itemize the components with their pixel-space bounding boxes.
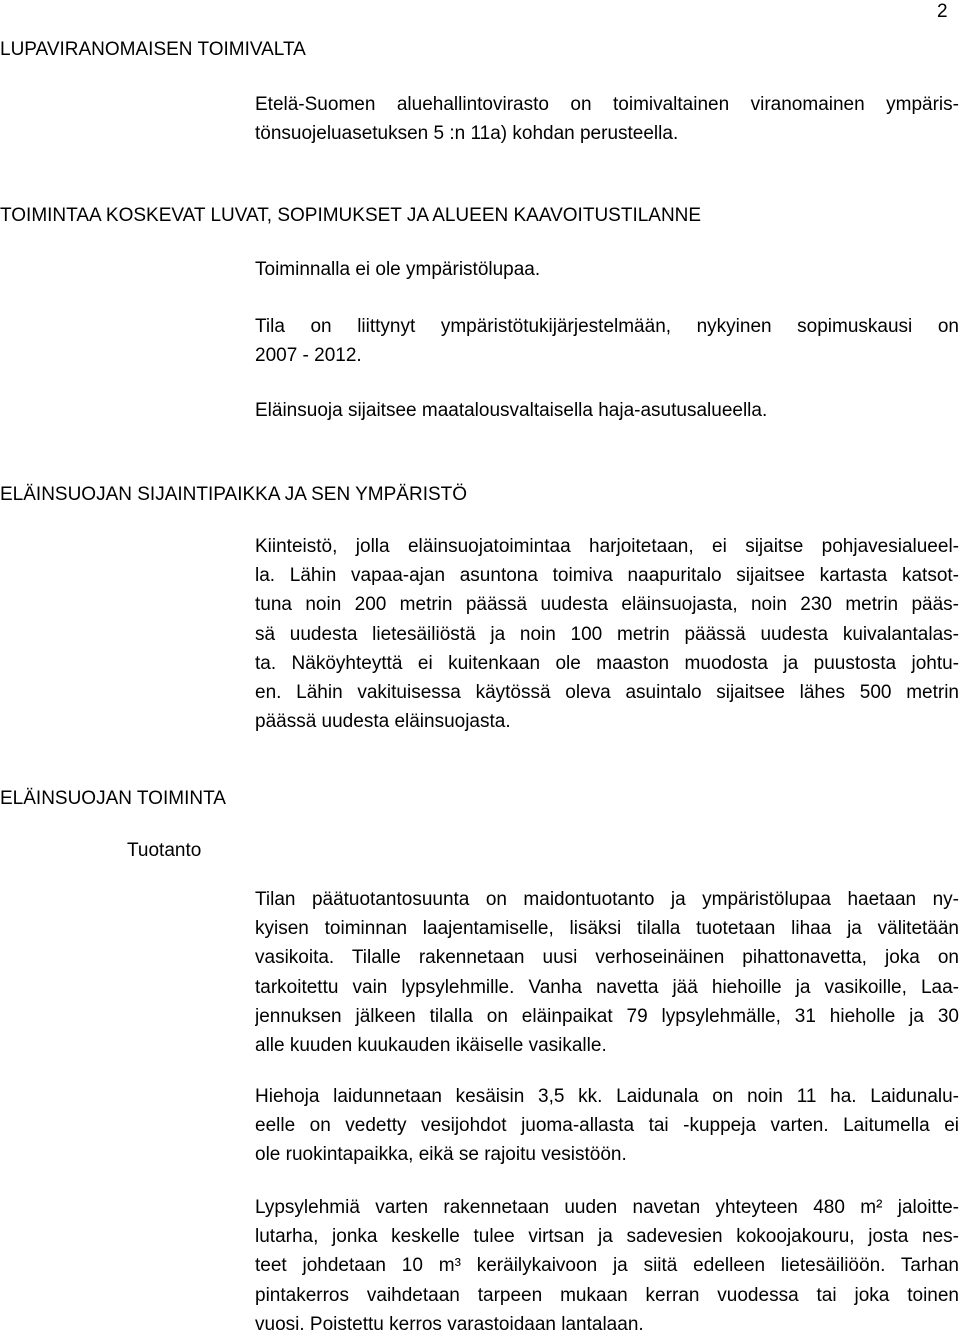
paragraph-line: tönsuojeluasetuksen 5 :n 11a) kohdan perusteella. <box>255 123 679 145</box>
section-heading-operation: ELÄINSUOJAN TOIMINTA <box>0 788 226 809</box>
paragraph-line: Kiinteistö, jolla eläinsuojatoimintaa harjoitetaan, ei sijaitse pohjavesialueel- <box>255 536 959 557</box>
section-heading-authority: LUPAVIRANOMAISEN TOIMIVALTA <box>0 39 306 60</box>
paragraph-line: Tilan päätuotantosuunta on maidontuotanto ja ympäristölupaa haetaan ny- <box>255 889 959 910</box>
paragraph-line: lutarha, jonka keskelle tulee virtsan ja sadevesien kokoojakouru, josta nes- <box>255 1226 959 1248</box>
permits-paragraph-2 <box>255 312 959 370</box>
paragraph-line: ole ruokintapaikka, eikä se rajoitu vesistöön. <box>255 1144 627 1166</box>
paragraph-line: Tila on liittynyt ympäristötukijärjestelmään, nykyinen sopimuskausi on <box>255 316 959 337</box>
paragraph-line: eelle on vedetty vesijohdot juoma-allasta tai -kuppeja varten. Laitumella ei <box>255 1115 959 1137</box>
production-paragraph-1 <box>255 885 959 1060</box>
paragraph-line: Lypsylehmiä varten rakennetaan uuden navetan yhteyteen 480 m² jaloitte- <box>255 1197 959 1218</box>
paragraph-line: tarkoitettu vain lypsylehmille. Vanha navetta jää hiehoille ja vasikoille, Laa- <box>255 976 959 998</box>
permits-paragraph-3: Eläinsuoja sijaitsee maatalousvaltaisella haja-asutusalueella. <box>255 400 768 421</box>
paragraph-line: pintakerros vaihdetaan tarpeen mukaan kerran vuodessa tai joka toinen <box>255 1284 959 1306</box>
page-number: 2 <box>937 1 948 22</box>
paragraph-line: vuosi. Poistettu kerros varastoidaan lantalaan. <box>255 1313 644 1335</box>
paragraph-line: jennuksen jälkeen tilalla on eläinpaikat 79 lypsylehmälle, 31 hieholle ja 30 <box>255 1005 959 1027</box>
paragraph-line: Etelä-Suomen aluehallintovirasto on toimivaltainen viranomainen ympäris- <box>255 94 959 115</box>
authority-paragraph <box>255 90 959 148</box>
section-heading-location: ELÄINSUOJAN SIJAINTIPAIKKA JA SEN YMPÄRISTÖ <box>0 484 468 505</box>
paragraph-line: päässä uudesta eläinsuojasta. <box>255 711 511 733</box>
paragraph-line: vasikoita. Tilalle rakennetaan uusi verhoseinäinen pihattonavetta, joka on <box>255 947 959 969</box>
paragraph-line: Hiehoja laidunnetaan kesäisin 3,5 kk. Laidunala on noin 11 ha. Laidunalu- <box>255 1086 959 1107</box>
paragraph-line: teet johdetaan 10 m³ keräilykaivoon ja siitä edelleen lietesäiliöön. Tarhan <box>255 1255 959 1277</box>
permits-paragraph-1: Toiminnalla ei ole ympäristölupaa. <box>255 259 541 280</box>
paragraph-line: 2007 - 2012. <box>255 345 362 367</box>
location-paragraph <box>255 532 959 736</box>
paragraph-line: en. Lähin vakituisessa käytössä oleva asuintalo sijaitsee lähes 500 metrin <box>255 681 959 703</box>
paragraph-line: ta. Näköyhteyttä ei kuitenkaan ole maaston muodosta ja puustosta johtu- <box>255 652 959 674</box>
paragraph-line: kyisen toiminnan laajentamiselle, lisäksi tilalla tuotetaan lihaa ja välitetään <box>255 918 959 940</box>
section-heading-permits: TOIMINTAA KOSKEVAT LUVAT, SOPIMUKSET JA ALUEEN KAAVOITUSTILANNE <box>0 205 702 226</box>
paragraph-line: sä uudesta lietesäiliöstä ja noin 100 metrin päässä uudesta kuivalantalas- <box>255 623 959 645</box>
paragraph-line: la. Lähin vapaa-ajan asuntona toimiva naapuritalo sijaitsee kartasta katsot- <box>255 565 959 587</box>
paragraph-line: tuna noin 200 metrin päässä uudesta eläinsuojasta, noin 230 metrin pääs- <box>255 594 959 616</box>
subheading-production: Tuotanto <box>127 840 202 861</box>
paragraph-line: alle kuuden kuukauden ikäiselle vasikalle. <box>255 1034 607 1056</box>
production-paragraph-3 <box>255 1193 959 1339</box>
production-paragraph-2 <box>255 1082 959 1170</box>
